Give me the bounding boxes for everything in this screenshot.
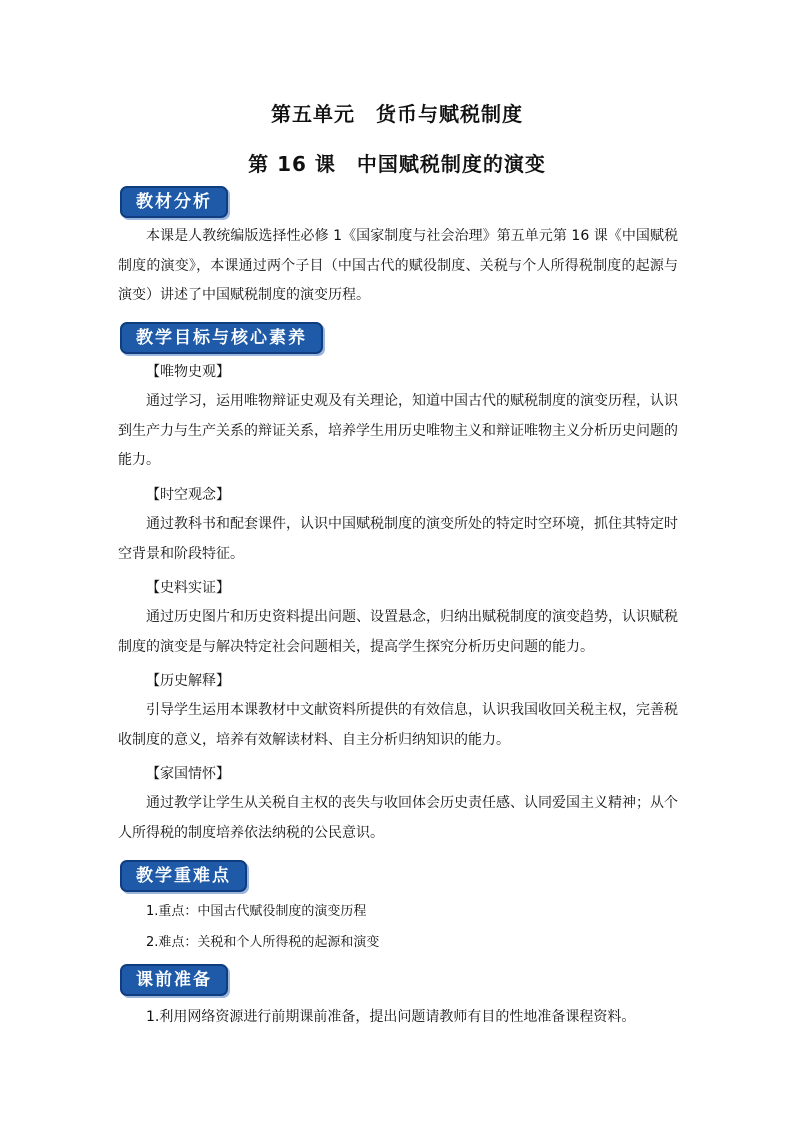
preparation-item: 1.利用网络资源进行前期课前准备，提出问题请教师有目的性地准备课程资料。 — [146, 1009, 636, 1025]
key-point-item: 1.重点：中国古代赋役制度的演变历程 — [146, 904, 367, 919]
goal-label-spacetime: 【时空观念】 — [146, 487, 230, 503]
section-heading-goals: 教学目标与核心素养 — [120, 322, 323, 354]
section-heading-key-points: 教学重难点 — [120, 860, 247, 892]
goal-text-materialism: 通过学习，运用唯物辩证史观及有关理论，知道中国古代的赋税制度的演变历程，认识到生产力与生产关系的辩证关系，培养学生用历史唯物主义和辩证唯物主义分析历史问题的能力。 — [118, 393, 678, 468]
difficulty-item: 2.难点：关税和个人所得税的起源和演变 — [146, 935, 380, 950]
goal-label-evidence: 【史料实证】 — [146, 580, 230, 596]
section-heading-analysis: 教材分析 — [120, 186, 228, 218]
goal-text-interpretation: 引导学生运用本课教材中文献资料所提供的有效信息，认识我国收回关税主权，完善税收制度的意义，培养有效解读材料、自主分析归纳知识的能力。 — [118, 702, 678, 748]
goal-text-evidence: 通过历史图片和历史资料提出问题、设置悬念，归纳出赋税制度的演变趋势，认识赋税制度的演变是与解决特定社会问题相关，提高学生探究分析历史问题的能力。 — [118, 609, 678, 655]
analysis-paragraph: 本课是人教统编版选择性必修 1《国家制度与社会治理》第五单元第 16 课《中国赋税制度的演变》，本课通过两个子目（中国古代的赋役制度、关税与个人所得税制度的起源与演变）讲述了中国赋税制度的演变历程。 — [118, 228, 678, 303]
section-heading-preparation: 课前准备 — [120, 964, 228, 996]
goal-text-spacetime: 通过教科书和配套课件，认识中国赋税制度的演变所处的特定时空环境，抓住其特定时空背景和阶段特征。 — [118, 516, 678, 562]
unit-title: 第五单元 货币与赋税制度 — [271, 102, 523, 126]
goal-label-patriotism: 【家国情怀】 — [146, 766, 230, 782]
goal-text-patriotism: 通过教学让学生从关税自主权的丧失与收回体会历史责任感、认同爱国主义精神；从个人所得税的制度培养依法纳税的公民意识。 — [118, 795, 678, 841]
goal-label-interpretation: 【历史解释】 — [146, 673, 230, 689]
goal-label-materialism: 【唯物史观】 — [146, 364, 230, 380]
lesson-title: 第 16 课 中国赋税制度的演变 — [248, 152, 546, 176]
